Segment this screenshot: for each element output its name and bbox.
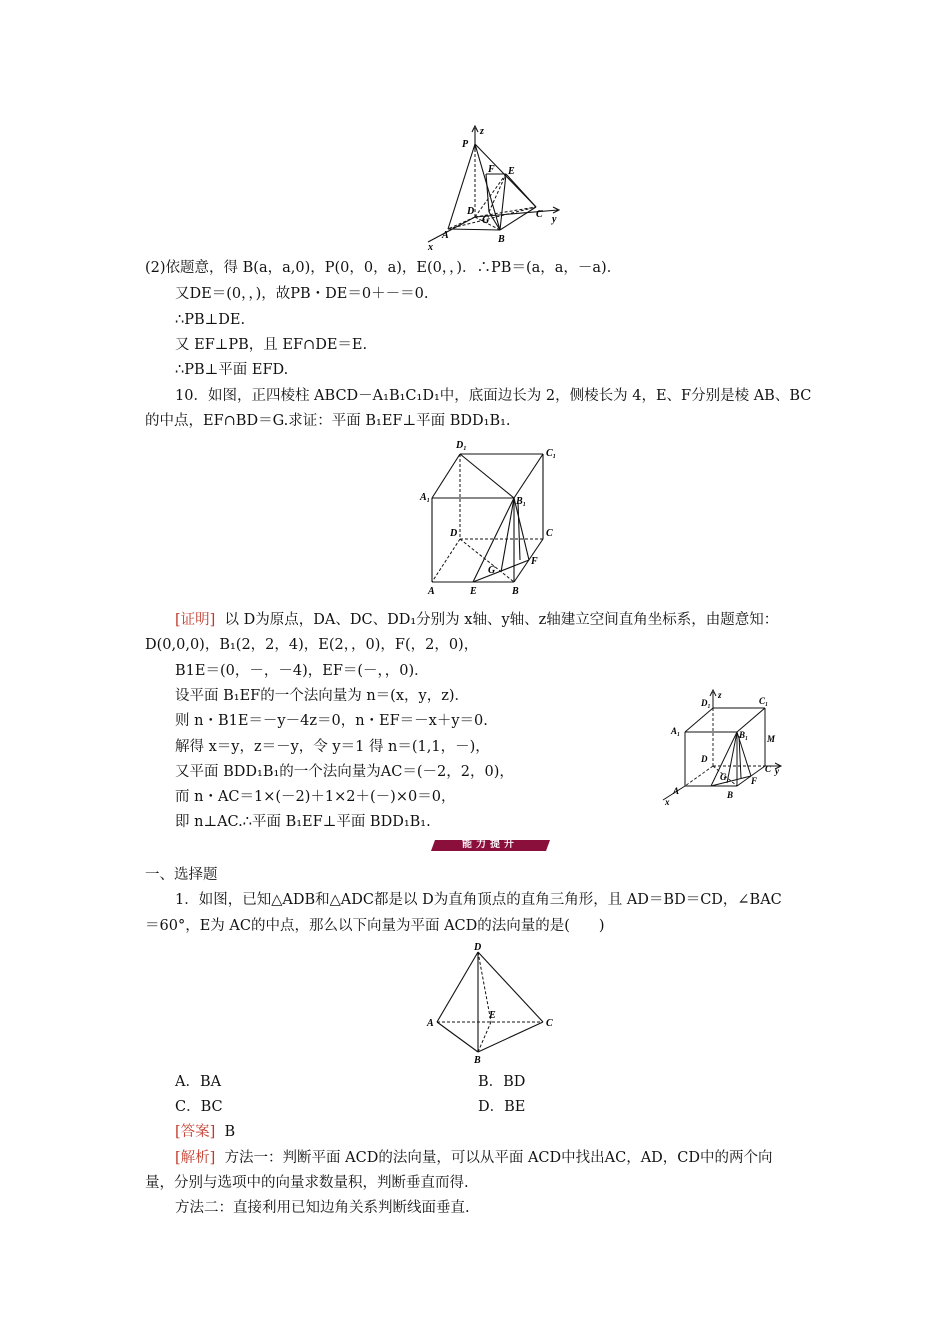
- fig4-label-D: D: [474, 942, 482, 953]
- proof-text1: 以 D为原点，DA、DC、DD₁分别为 x轴、y轴、z轴建立空间直角坐标系，由题意知：: [224, 612, 779, 628]
- proof-line6: 解得 x＝y，z＝－y，令 y＝1 得 n＝(1,1，－)，: [175, 739, 490, 755]
- fig1-label-y: y: [552, 214, 557, 225]
- p2-line5: ∴PB⊥平面 EFD.: [175, 362, 289, 378]
- explain-line1: [175, 1148, 773, 1168]
- proof-line1: [175, 610, 778, 630]
- fig3-label-D1: D₁: [701, 698, 711, 708]
- fig2-label-B1: B₁: [516, 496, 527, 507]
- explain-tag: [解析]: [175, 1150, 216, 1166]
- p2-line1: (2)依题意，得 B(a，a,0)，P(0，0，a)，E(0，，)．∴PB＝(a，a，－a)．: [145, 260, 622, 276]
- proof-line2: D(0,0,0)，B₁(2，2，4)，E(2，，0)，F(，2，0)，: [145, 637, 479, 653]
- fig1-label-C: C: [536, 209, 543, 220]
- fig3-label-D: D: [701, 754, 708, 764]
- figure-pyramid-coordinates: [418, 122, 568, 252]
- fig3-label-A1: A₁: [671, 726, 681, 736]
- fig2-label-D: D: [450, 528, 458, 539]
- figure-tetrahedron: [425, 940, 560, 1065]
- figure-prism-coordinates: [655, 688, 790, 806]
- fig3-label-B: B: [727, 790, 734, 800]
- option-c: C．BC: [175, 1099, 223, 1115]
- q1-line2: ＝60°，E为 AC的中点，那么以下向量为平面 ACD的法向量的是( ): [145, 918, 605, 934]
- proof-tag: [证明]: [175, 612, 216, 628]
- answer-tag: [答案]: [175, 1124, 216, 1140]
- fig4-label-B: B: [474, 1055, 481, 1065]
- explain-text1: 方法一：判断平面 ACD的法向量，可以从平面 ACD中找出AC，AD，CD中的两个向: [224, 1150, 773, 1166]
- explain-line3: 方法二：直接利用已知边角关系判断线面垂直.: [175, 1200, 470, 1216]
- fig2-label-B: B: [512, 586, 519, 597]
- fig2-label-F: F: [531, 556, 538, 567]
- q10-line1: 10．如图，正四棱柱 ABCD－A₁B₁C₁D₁中，底面边长为 2，侧棱长为 4，E、F分别是棱 AB、BC: [175, 388, 812, 404]
- fig3-label-M: M: [767, 734, 776, 744]
- option-b: B．BD: [478, 1074, 526, 1090]
- figure-prism: [418, 432, 568, 602]
- banner-text: 能力提升: [462, 839, 518, 850]
- fig3-label-x: x: [665, 797, 670, 806]
- answer-line: [175, 1122, 235, 1142]
- p2-line4: 又 EF⊥PB，且 EF∩DE＝E.: [175, 337, 368, 353]
- proof-line8: 而 n・AC＝1×(－2)＋1×2＋(－)×0＝0，: [175, 789, 456, 805]
- proof-line4: 设平面 B₁EF的一个法向量为 n＝(x，y，z)．: [175, 688, 469, 704]
- proof-line7: 又平面 BDD₁B₁的一个法向量为AC＝(－2，2，0)，: [175, 764, 514, 780]
- fig3-label-F: F: [751, 776, 758, 786]
- p2-line2: 又DE＝(0，，)，故PB・DE＝0＋－＝0.: [175, 286, 429, 302]
- fig2-label-A: A: [428, 586, 435, 597]
- fig2-label-E: E: [470, 586, 477, 597]
- explain-line2: 量，分别与选项中的向量求数量积，判断垂直而得.: [145, 1175, 469, 1191]
- fig2-label-C1: C₁: [546, 448, 557, 459]
- fig1-label-x: x: [428, 242, 433, 252]
- fig3-label-y: y: [775, 766, 779, 776]
- fig2-label-G: G: [488, 565, 496, 576]
- fig1-label-B: B: [498, 234, 505, 245]
- proof-line9: 即 n⊥AC.∴平面 B₁EF⊥平面 BDD₁B₁.: [175, 814, 431, 830]
- proof-line3: B1E＝(0，－，－4)，EF＝(－，，0)．: [175, 663, 429, 679]
- fig1-label-D: D: [467, 206, 475, 217]
- fig1-label-z: z: [480, 126, 484, 137]
- q1-line1: 1．如图，已知△ADB和△ADC都是以 D为直角顶点的直角三角形，且 AD＝BD＝CD，∠BAC: [175, 892, 782, 908]
- q10-line2: 的中点，EF∩BD＝G.求证：平面 B₁EF⊥平面 BDD₁B₁.: [145, 413, 511, 429]
- fig4-label-C: C: [546, 1018, 553, 1029]
- proof-line5: 则 n・B1E＝－y－4z＝0，n・EF＝－x＋y＝0.: [175, 713, 488, 729]
- fig3-label-C1: C₁: [759, 696, 769, 706]
- ability-banner: [425, 837, 555, 853]
- fig4-label-E: E: [489, 1010, 496, 1021]
- fig1-label-A: A: [442, 230, 449, 241]
- fig3-label-G: G: [720, 772, 727, 782]
- fig3-label-z: z: [718, 690, 722, 700]
- fig2-label-D1: D₁: [456, 440, 467, 451]
- fig1-label-E: E: [508, 166, 515, 177]
- fig1-label-P: P: [462, 139, 469, 150]
- fig3-label-C: C: [765, 764, 772, 774]
- fig2-label-C: C: [546, 528, 553, 539]
- fig1-label-G: G: [482, 215, 490, 226]
- fig3-label-A: A: [673, 786, 680, 796]
- answer-value: B: [224, 1124, 236, 1140]
- fig4-label-A: A: [427, 1018, 434, 1029]
- fig1-label-F: F: [488, 164, 495, 175]
- p2-line3: ∴PB⊥DE.: [175, 312, 246, 328]
- fig3-label-B1: B₁: [739, 730, 749, 740]
- section-title: 一、选择题: [145, 867, 218, 883]
- fig2-label-A1: A₁: [420, 492, 431, 503]
- option-a: A．BA: [175, 1074, 222, 1090]
- option-d: D．BE: [478, 1099, 526, 1115]
